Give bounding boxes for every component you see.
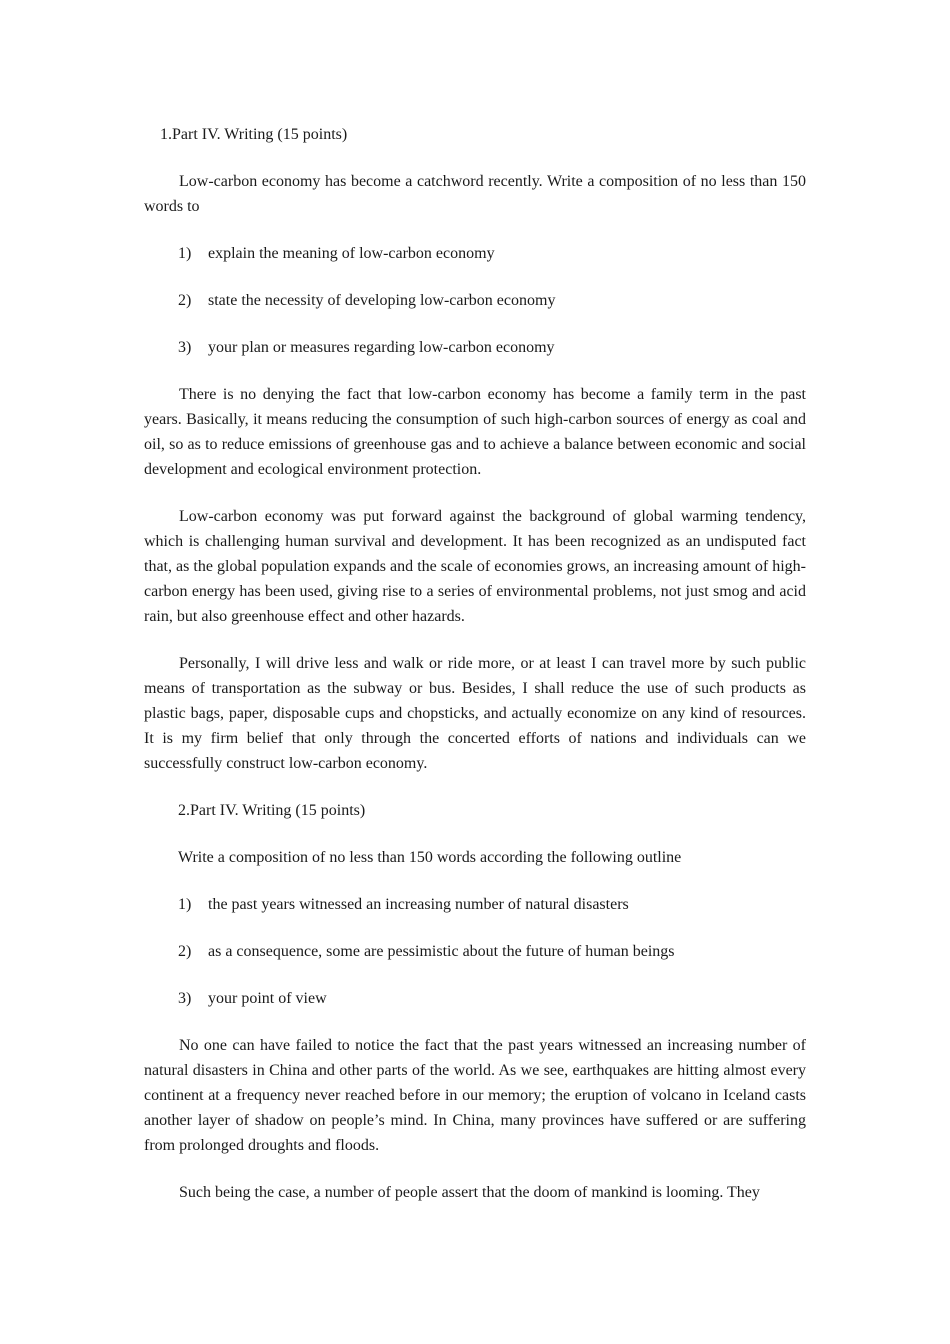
outline-text: your plan or measures regarding low-carbon economy bbox=[208, 339, 555, 356]
section-2-prompt: Write a composition of no less than 150 words according the following outline bbox=[178, 849, 682, 866]
essay-paragraph: Such being the case, a number of people assert that the doom of mankind is looming. They bbox=[179, 1184, 760, 1201]
outline-text: the past years witnessed an increasing number of natural disasters bbox=[208, 896, 629, 913]
section-2-outline-item bbox=[144, 939, 806, 964]
essay-paragraph: Low-carbon economy was put forward against the background of global warming tendency, which is challenging human survival and development. It has been recognized as an undisputed fact that, as the global population expands and the scale of economies grows, an increasing amount of high-carbon energy has been used, giving rise to a series of environmental problems, not just smog and acid rain, but also greenhouse effect and other hazards. bbox=[144, 508, 806, 625]
outline-text: state the necessity of developing low-carbon economy bbox=[208, 292, 556, 309]
outline-number: 3) bbox=[178, 339, 192, 356]
section-1-prompt: Low-carbon economy has become a catchword recently. Write a composition of no less than 150 words to bbox=[144, 173, 806, 215]
section-2-heading: 2.Part IV. Writing (15 points) bbox=[178, 802, 366, 819]
outline-text: as a consequence, some are pessimistic about the future of human beings bbox=[208, 943, 675, 960]
section-2-outline-item bbox=[144, 986, 806, 1011]
outline-number: 1) bbox=[178, 896, 192, 913]
section-1-heading: 1.Part IV. Writing (15 points) bbox=[160, 126, 348, 143]
essay-paragraph: There is no denying the fact that low-carbon economy has become a family term in the past years. Basically, it means reducing the consumption of such high-carbon sources of energy as coal and oil, so as to reduce emissions of greenhouse gas and to achieve a balance between economic and social development and ecological environment protection. bbox=[144, 386, 806, 478]
outline-text: your point of view bbox=[208, 990, 327, 1007]
outline-number: 2) bbox=[178, 943, 192, 960]
section-2-outline-item bbox=[144, 892, 806, 917]
outline-number: 3) bbox=[178, 990, 192, 1007]
section-1-outline-item bbox=[144, 241, 806, 266]
essay-paragraph: No one can have failed to notice the fact that the past years witnessed an increasing number of natural disasters in China and other parts of the world. As we see, earthquakes are hitting almost every continent at a frequency never reached before in our memory; the eruption of volcano in Iceland casts another layer of shadow on people’s mind. In China, many provinces have suffered or are suffering from prolonged droughts and floods. bbox=[144, 1037, 806, 1154]
outline-number: 2) bbox=[178, 292, 192, 309]
section-1-outline-item bbox=[144, 335, 806, 360]
section-1-outline-item bbox=[144, 288, 806, 313]
document-page bbox=[144, 122, 806, 1205]
outline-text: explain the meaning of low-carbon economy bbox=[208, 245, 495, 262]
outline-number: 1) bbox=[178, 245, 192, 262]
essay-paragraph: Personally, I will drive less and walk or ride more, or at least I can travel more by such public means of transportation as the subway or bus. Besides, I shall reduce the use of such products as plastic bags, paper, disposable cups and chopsticks, and actually economize on any kind of resources. It is my firm belief that only through the concerted efforts of nations and individuals can we successfully construct low-carbon economy. bbox=[144, 655, 806, 772]
